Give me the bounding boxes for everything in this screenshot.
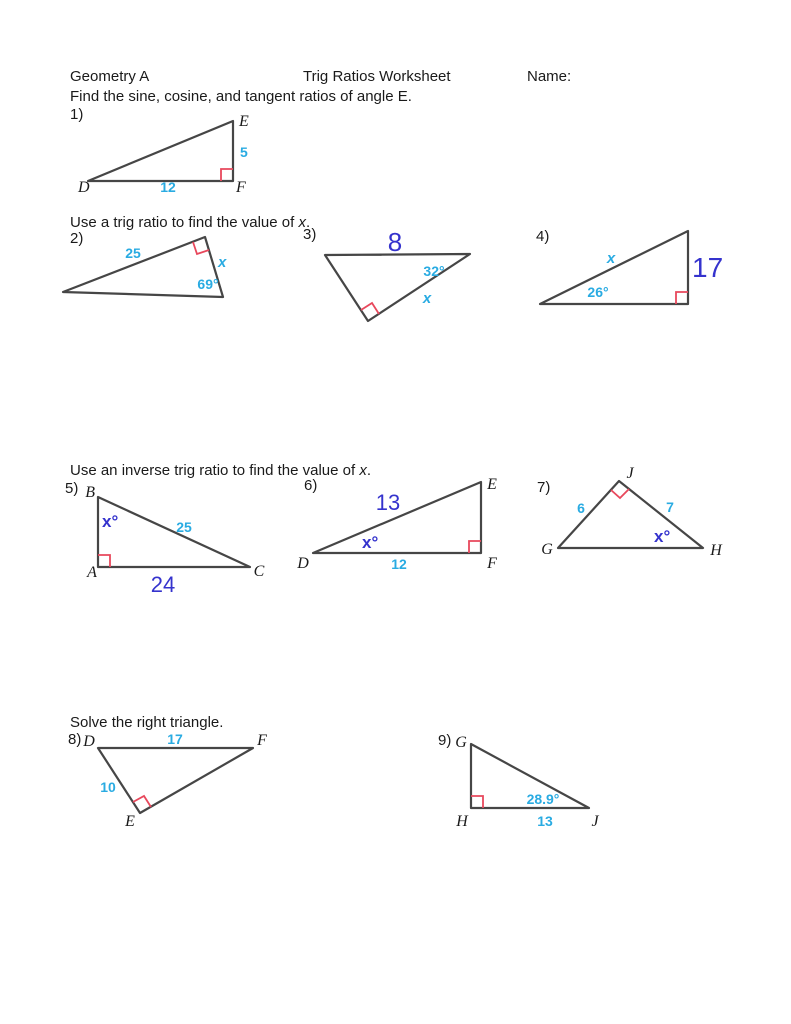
triangle-outline (325, 254, 470, 321)
side-label-x: x (422, 290, 432, 307)
vertex-label-f: F (257, 732, 267, 749)
vertex-label-h: H (456, 813, 468, 830)
angle-label-28-9: 28.9° (526, 791, 560, 807)
side-label-de: 13 (375, 490, 401, 515)
triangle-outline (540, 231, 688, 304)
right-angle-mark (676, 292, 688, 304)
side-label-right: 17 (692, 252, 724, 283)
right-angle-mark (611, 489, 629, 498)
problem-7-number: 7) (537, 479, 551, 496)
vertex-label-d: D (83, 733, 95, 750)
problem-8-figure (80, 725, 292, 833)
instruction-sine-cosine-tangent: Find the sine, cosine, and tangent ratios of angle E. (70, 88, 412, 105)
problem-5-figure (82, 478, 277, 596)
angle-label-x: x° (102, 512, 119, 531)
side-label-bc: 25 (176, 519, 192, 535)
vertex-label-e: E (487, 476, 497, 493)
instruction-solve-right-triangle: Solve the right triangle. (70, 714, 224, 731)
side-label-hj: 13 (537, 813, 553, 829)
problem-6-figure (298, 470, 503, 575)
vertex-label-j: J (591, 813, 599, 830)
vertex-label-e: E (125, 813, 135, 830)
course-title: Geometry A (70, 68, 150, 85)
side-label-hypotenuse: 25 (125, 245, 141, 261)
vertex-label-j: J (626, 465, 634, 482)
triangle-outline (98, 497, 250, 567)
side-label-ac: 24 (150, 572, 176, 597)
vertex-label-g: G (541, 541, 553, 558)
problem-4-number: 4) (536, 228, 550, 245)
side-label-ef: 5 (240, 144, 248, 160)
instruction-text: Use a trig ratio to find the value of (70, 214, 299, 231)
side-label-x: x (218, 254, 227, 271)
right-angle-mark (471, 796, 483, 808)
side-label-top: 8 (387, 227, 403, 257)
side-label-df: 12 (391, 556, 407, 572)
vertex-label-a: A (87, 564, 97, 581)
vertex-label-e: E (239, 113, 249, 130)
angle-label-32: 32° (423, 263, 445, 279)
problem-8-number: 8) (68, 731, 82, 748)
instruction-text: Use an inverse trig ratio to find the value of (70, 462, 360, 479)
triangle-outline (88, 121, 233, 181)
worksheet-title: Trig Ratios Worksheet (303, 68, 451, 85)
side-label-df: 12 (160, 179, 176, 195)
right-angle-mark (221, 169, 233, 181)
instruction-period: . (305, 214, 311, 231)
vertex-label-g: G (455, 734, 467, 751)
instruction-variable: x (298, 214, 306, 231)
problem-7-figure (533, 462, 733, 562)
problem-9-number: 9) (438, 732, 452, 749)
problem-5-number: 5) (65, 480, 79, 497)
side-label-de: 10 (100, 779, 116, 795)
vertex-label-h: H (710, 542, 722, 559)
instruction-variable: x (359, 462, 367, 479)
triangle-outline (98, 748, 253, 813)
side-label-jh: 7 (666, 499, 674, 515)
right-angle-mark (469, 541, 481, 553)
problem-1-figure (60, 105, 260, 200)
side-label-gj: 6 (577, 500, 585, 516)
right-angle-mark (98, 555, 110, 567)
vertex-label-d: D (78, 179, 90, 196)
vertex-label-d: D (297, 555, 309, 572)
angle-label-x: x° (362, 533, 379, 552)
angle-label-26: 26° (587, 284, 609, 300)
problem-6-number: 6) (304, 477, 318, 494)
vertex-label-f: F (487, 555, 497, 572)
instruction-period: . (366, 462, 371, 479)
problem-3-number: 3) (303, 226, 317, 243)
problem-3-figure (300, 228, 500, 330)
angle-label-69: 69° (197, 276, 219, 292)
side-label-x: x (606, 250, 616, 267)
problem-9-figure (433, 728, 628, 830)
vertex-label-f: F (236, 179, 246, 196)
problem-4-figure (530, 222, 735, 314)
name-label: Name: (527, 68, 572, 85)
problem-2-figure (55, 228, 255, 306)
vertex-label-c: C (253, 563, 265, 580)
problem-1-number: 1) (70, 106, 84, 123)
vertex-label-b: B (85, 484, 95, 501)
angle-label-x: x° (654, 527, 671, 546)
right-angle-mark (361, 303, 379, 314)
problem-2-number: 2) (70, 230, 84, 247)
side-label-df: 17 (167, 731, 183, 747)
